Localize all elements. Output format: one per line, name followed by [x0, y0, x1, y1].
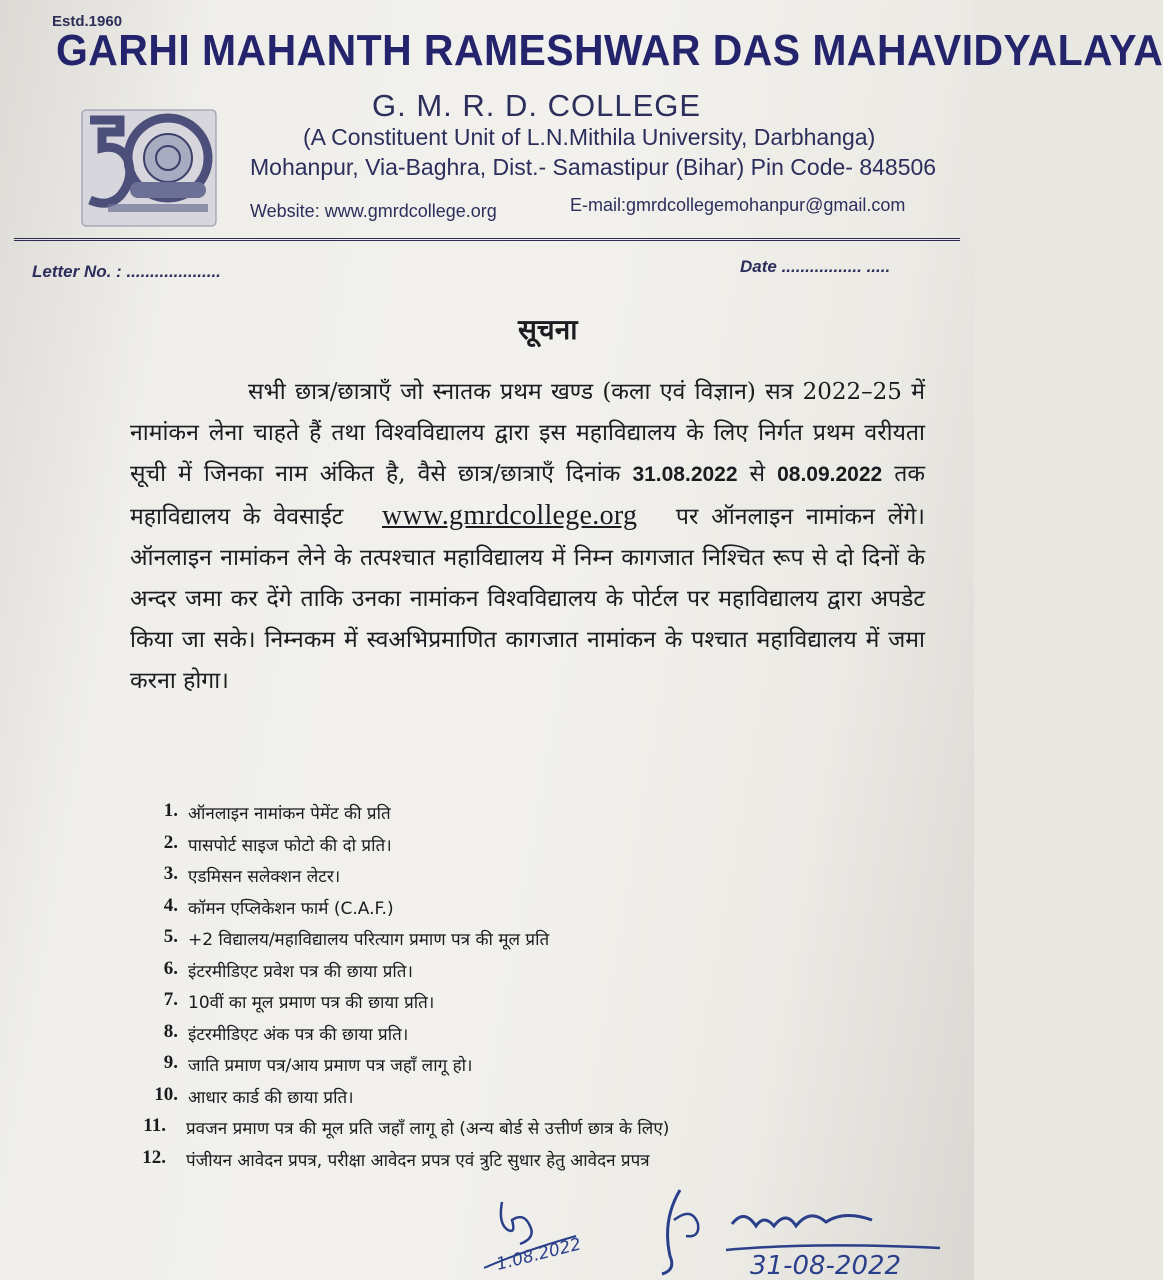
left-signature — [480, 1190, 610, 1278]
item-text: पासपोर्ट साइज फोटो की दो प्रति। — [188, 835, 392, 856]
email-line: E-mail:gmrdcollegemohanpur@gmail.com — [570, 195, 906, 215]
college-abbreviation: G. M. R. D. COLLEGE — [372, 88, 702, 123]
list-item — [130, 1052, 950, 1084]
website-line: Website: www.gmrdcollege.org — [250, 201, 497, 221]
list-item — [130, 863, 950, 895]
item-number: 2. — [163, 831, 178, 853]
college-logo — [80, 100, 220, 230]
required-documents-list — [130, 800, 950, 1178]
right-signature — [640, 1180, 950, 1278]
notice-body — [130, 372, 925, 702]
item-text: कॉमन एप्लिकेशन फार्म (C.A.F.) — [188, 898, 394, 919]
item-number: 7. — [163, 989, 178, 1010]
item-number: 5. — [163, 926, 178, 947]
list-item — [130, 895, 950, 927]
item-text: एडमिसन सलेक्शन लेटर। — [188, 867, 341, 887]
list-item — [130, 989, 950, 1021]
end-date: 08.09.2022 — [777, 463, 883, 486]
item-number: 12. — [142, 1146, 166, 1168]
list-item — [130, 832, 950, 864]
constituent-line: (A Constituent Unit of L.N.Mithila University, Darbhanga) — [303, 124, 876, 150]
item-text: ऑनलाइन नामांकन पेमेंट की प्रति — [188, 804, 391, 824]
item-number: 1. — [163, 800, 178, 821]
item-number: 4. — [163, 894, 178, 916]
address-line: Mohanpur, Via-Baghra, Dist.- Samastipur (Bihar) Pin Code- 848506 — [250, 154, 937, 180]
item-text: प्रवजन प्रमाण पत्र की मूल प्रति जहाँ लागू हो (अन्य बोर्ड से उत्तीर्ण छात्र के लिए) — [186, 1119, 670, 1139]
item-text: जाति प्रमाण पत्र/आय प्रमाण पत्र जहाँ लागू हो। — [188, 1056, 473, 1076]
college-name: GARHI MAHANTH RAMESHWAR DAS MAHAVIDYALAYA — [56, 26, 1163, 75]
item-number: 10. — [154, 1083, 178, 1105]
list-item — [130, 800, 950, 832]
right-signature-date: 31-08-2022 — [750, 1251, 902, 1280]
list-item — [130, 926, 950, 958]
item-number: 6. — [163, 957, 178, 979]
item-number: 11. — [143, 1115, 166, 1136]
notice-para-3: पर ऑनलाइन नामांकन लेंगे। ऑनलाइन नामांकन लेने के तत्पश्चात महाविद्यालय में निम्न कागजात निश्चित रूप से दो दिनों के अन्दर जमा कर देंगे ताकि उनका नामांकन विश्वविद्यालय के पोर्टल पर महाविद्यालय द्वारा अपडेट किया जा सके। निम्नकम में स्वअभिप्रमाणित कागजात नामांकन के पश्चात महाविद्यालय में जमा करना होगा। — [130, 504, 925, 694]
item-number: 8. — [163, 1020, 178, 1042]
start-date: 31.08.2022 — [632, 463, 738, 486]
website-link[interactable]: www.gmrdcollege.org — [382, 500, 638, 531]
item-text: इंटरमीडिएट अंक पत्र की छाया प्रति। — [188, 1024, 409, 1045]
item-text: इंटरमीडिएट प्रवेश पत्र की छाया प्रति। — [188, 961, 413, 982]
list-item — [130, 1115, 950, 1147]
date-field: Date ................. ..... — [740, 257, 891, 276]
list-item — [130, 1084, 950, 1116]
notice-heading: सूचना — [518, 313, 578, 346]
header-divider — [14, 238, 960, 241]
item-number: 9. — [163, 1052, 178, 1073]
list-item — [130, 1147, 950, 1179]
list-item — [130, 1021, 950, 1053]
item-text: आधार कार्ड की छाया प्रति। — [188, 1087, 354, 1108]
item-text: पंजीयन आवेदन प्रपत्र, परीक्षा आवेदन प्रपत्र एवं त्रुटि सुधार हेतु आवेदन प्रपत्र — [186, 1150, 650, 1171]
left-signature-date: 1.08.2022 — [494, 1234, 584, 1275]
item-text: 10वीं का मूल प्रमाण पत्र की छाया प्रति। — [188, 993, 435, 1013]
list-item — [130, 958, 950, 990]
item-number: 3. — [163, 863, 178, 884]
notice-para-1: सभी छात्र/छात्राएँ जो स्नातक प्रथम खण्ड (कला एवं विज्ञान) सत्र 2022–25 में नामांकन लेना चाहते हैं तथा विश्वविद्यालय द्वारा इस महाविद्यालय के लिए निर्गत प्रथम वरीयता सूची में जिनका नाम अंकित है, वैसे छात्र/छात्राएँ दिनांक — [130, 379, 925, 487]
connector-se: से — [749, 461, 766, 487]
notice-para-2: तक महाविद्यालय के वेवसाईट — [130, 461, 925, 530]
letter-number-field: Letter No. : .................... — [32, 262, 221, 281]
established-year: Estd.1960 — [52, 13, 123, 30]
item-text: +2 विद्यालय/महाविद्यालय परित्याग प्रमाण पत्र की मूल प्रति — [188, 930, 550, 950]
